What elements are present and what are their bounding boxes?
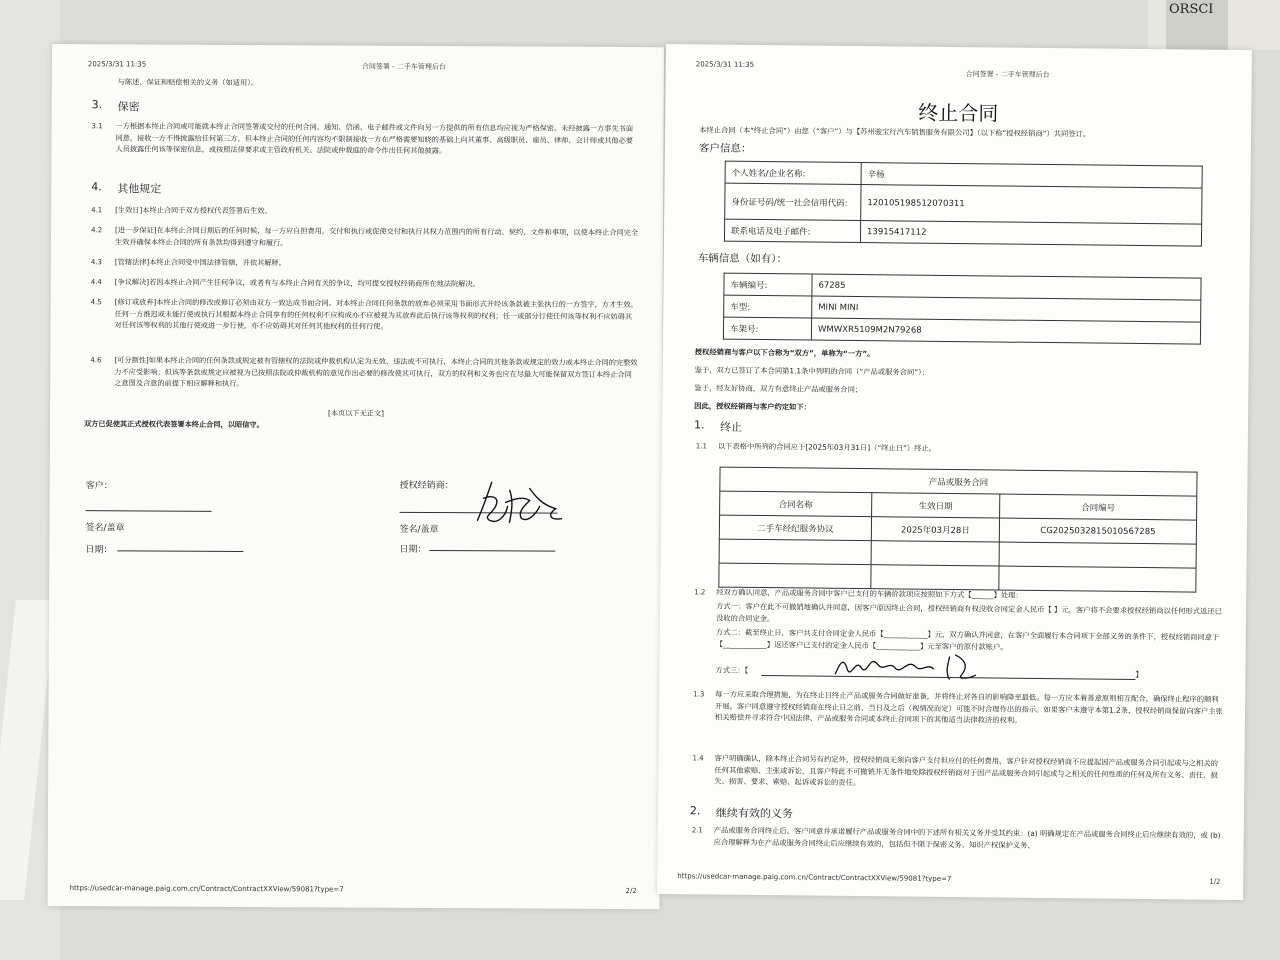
footer-url: https://usedcar-manage.paig.com.cn/Contract/ContractXXView/59081?type=7	[69, 884, 344, 894]
table-cell	[719, 563, 871, 589]
table-cell: 二手车经纪服务协议	[719, 515, 871, 541]
clause-1-3-text: 每一方应采取合理措施，为在终止日终止产品或服务合同做好准备，并将终止对各自的影响降至最低。每一方应本着善意原则相互配合，确保终止程序的顺利开展。客户同意遵守授权经销商在终止日之前、当日及之后（视情况而定）可能不时合理作出的指示。如果客户未遵守本第1.2条，授权经销商保留向客户主张相关赔偿并寻求符合中国法律、产品或服务合同或本终止合同项下的其他适当法律救济的权利。	[714, 689, 1223, 725]
section-4-number: 4.	[91, 180, 102, 194]
table-cell	[999, 566, 1196, 592]
table-cell	[871, 565, 999, 590]
clause-4-4-number: 4.4	[90, 278, 102, 287]
clause-4-2-number: 4.2	[91, 226, 103, 235]
clause-1-2-option-2: 方式二：截至终止日，客户共支付合同定金人民币【____________】元，双方确认并同意，在客户全面履行本合同项下全部义务的条件下，授权经销商同意于【____________】返还客户已支付的定金人民币【____________】元至客户的原付款账户。	[715, 627, 1220, 652]
clause-1-4-text: 客户明确确认，除本终止合同另有约定外，授权经销商无须向客户支付但应付的任何费用，客户针对授权经销商不应提起因产品或服务合同引起或与之相关的任何其他索赔、主张或诉讼，且客户特此不可撤销并无条件地免除授权经销商对于因产品或服务合同引起或与之相关的任何性质的任何及所有义务、责任、损失、损害、要求、索赔、起诉或诉讼的责任。	[714, 753, 1219, 788]
dealer-handwritten-signature	[469, 476, 569, 531]
clause-4-6-number: 4.6	[90, 356, 102, 365]
parties-definition: 授权经销商与客户以下合称为“双方”，单称为“一方”。	[694, 347, 875, 359]
contract-page-1	[657, 44, 1252, 900]
table-header: 合同名称	[720, 491, 872, 517]
table-cell-value: 120105198512070311	[861, 185, 1202, 225]
customer-label: 客户：	[85, 481, 113, 492]
header-title: 合同签署 - 二手车管理后台	[965, 70, 1050, 80]
product-contract-table	[718, 467, 1197, 593]
table-cell-value: MINI MINI	[812, 296, 1201, 322]
contract-page-2	[47, 44, 664, 909]
clause-1-4-number: 1.4	[692, 754, 704, 763]
clause-1-2-intro: 经双方确认同意，产品或服务合同中客户已支付的车辆价款项应按照如下方式【______】处理：	[716, 587, 1023, 600]
table-cell-key: 车辆编号:	[724, 273, 812, 296]
clause-4-5-text: [修订或放弃]本终止合同的修改或修订必须由双方一致达成书面合同。对本终止合同任何条款的放弃必须采用书面形式并经该条款被主张执行的一方签字，方才生效。任何一方推迟或未能行使或执行其根据本终止合同享有的任何权利不应构成亦不应被视为其放弃此后执行该等权利的权利；任一或部分行使任何该等权利不应妨碍其对任何该等权利的其他行使或进一步行使，亦不应妨碍其对任何其他权利的任何行使。	[114, 297, 638, 331]
background-corner-object	[1148, 0, 1280, 50]
clause-4-6-text: [可分割性]如果本终止合同的任何条款或规定被有管辖权的法院或仲裁机构认定为无效、违法或不可执行，本终止合同的其他条款或规定的效力或本终止合同的完整效力不应受影响；但该等条款或规定应被视为已按照法院或仲裁机构的意见作出必要的修改使其可执行，双方的权利和义务也应在尽最大可能保留双方签订本终止合同之意图及合意的前提下相应解释和执行。	[114, 355, 638, 389]
dealer-sign-label: 签名/盖章	[399, 524, 439, 536]
clause-1-2-option-3-end: 】	[1135, 669, 1143, 680]
section-4-title: 其他规定	[117, 182, 162, 196]
section-1-number: 1.	[693, 418, 705, 432]
section-2-title: 继续有效的义务	[715, 806, 794, 821]
header-date: 2025/3/31 11:35	[695, 60, 755, 69]
table-row	[724, 219, 1201, 246]
customer-info-label: 客户信息：	[698, 142, 752, 155]
intro-paragraph: 本终止合同（本“终止合同”）由您（“客户”）与【苏州骏宝行汽车销售服务有限公司】（以下称“授权经销商”）共同签订。	[699, 125, 1091, 139]
vehicle-info-label: 车辆信息（如有）：	[697, 252, 788, 266]
table-cell-value: 13915417112	[860, 221, 1201, 247]
table-cell	[871, 541, 999, 566]
clause-2-1-number: 2.1	[691, 826, 703, 835]
header-date: 2025/3/31 11:35	[87, 60, 147, 69]
top-line: 与陈述、保证和赔偿相关的义务（如适用）。	[117, 77, 258, 88]
clause-3-1-text: 一方根据本终止合同或可能就本终止合同签署或交付的任何合同、通知、信函、电子邮件或文件向另一方提供的所有信息均应视为严格保密。未经披露一方事先书面同意，接收一方不得披露给任何第三方，但本终止合同的任何内容均不限制接收一方在严格需要知晓的基础上向其董事、高级职员、雇员、律师、会计师或其他必要人员披露任何该等保密信息，或按照法律要求或主管政府机关、法院或仲裁庭的命令作出任何其他披露。	[115, 121, 634, 156]
header-title: 合同签署 - 二手车管理后台	[361, 62, 446, 72]
table-caption: 产品或服务合同	[720, 467, 1197, 496]
table-cell: CG2025032815010567285	[999, 518, 1196, 544]
clause-4-1-number: 4.1	[91, 206, 103, 215]
clause-4-5-number: 4.5	[90, 298, 102, 307]
corner-print-text: ORSCI	[1166, 0, 1228, 50]
customer-sign-label: 签名/盖章	[85, 523, 125, 534]
option-3-handwriting	[829, 644, 999, 686]
whereas-2: 鉴于，经友好协商，双方有意终止产品或服务合同；	[694, 383, 863, 395]
table-cell-key: 个人姓名/企业名称:	[725, 161, 861, 184]
section-2-number: 2.	[689, 804, 701, 818]
table-cell-key: 身份证号码/统一社会信用代码:	[725, 183, 861, 220]
customer-date-label: 日期：	[85, 545, 113, 556]
table-row	[725, 183, 1202, 224]
clause-1-3-number: 1.3	[693, 690, 705, 699]
vehicle-info-table	[723, 273, 1202, 345]
clause-4-3-number: 4.3	[90, 258, 103, 267]
table-cell: 2025年03月28日	[871, 517, 999, 542]
section-1-title: 终止	[719, 420, 743, 434]
footer-page-number: 1/2	[1209, 877, 1221, 886]
clause-3-1-number: 3.1	[91, 122, 103, 131]
therefore-clause: 因此，授权经销商与客户约定如下：	[694, 401, 812, 412]
table-cell-key: 车架号:	[723, 317, 811, 340]
footer-page-number: 2/2	[625, 887, 637, 896]
whereas-1: 鉴于，双方已签订了本合同第1.1条中列明的合同（“产品或服务合同”）；	[694, 365, 930, 377]
dealer-date-label: 日期：	[399, 544, 427, 555]
clause-4-3-text: [管辖法律]本终止合同受中国法律管辖，并依其解释。	[114, 257, 286, 268]
section-3-title: 保密	[117, 100, 140, 114]
table-row	[723, 317, 1200, 344]
clause-1-2-option-1: 方式一：客户在此不可撤销地确认并同意，因客户原因终止合同，授权经销商有权没收合同定金人民币【 】元，客户将不会要求授权经销商以任何形式返还已没收的合同定金。	[715, 601, 1222, 623]
clause-2-1-text: 产品或服务合同终止后，客户同意并承诺履行产品或服务合同中的下述所有相关义务并受其约束：(a) 明确规定在产品或服务合同终止后应继续有效的，或 (b) 应合理解释为在产品或服务合同终止后应继续有效的，包括但不限于保密义务、知识产权保护义务、	[713, 825, 1221, 850]
table-cell-value: 辛杨	[861, 163, 1202, 189]
witness-clause: 双方已促使其正式授权代表签署本终止合同，以昭信守。	[83, 419, 264, 430]
section-3-number: 3.	[91, 98, 103, 112]
dealer-date-line	[429, 550, 555, 552]
table-cell	[719, 539, 871, 565]
table-header: 合同编号	[1000, 494, 1197, 520]
clause-4-1-text: [生效日]本终止合同于双方授权代表签署后生效。	[115, 205, 272, 216]
no-more-text-note: [本页以下无正文]	[328, 408, 385, 418]
clause-4-2-text: [进一步保证]在本终止合同日期后的任何时候，每一方应自担费用，交付和执行或促使交付和执行其权力范围内的所有行动、契约、文件和事项，以使本终止合同完全生效并确保本终止合同的所有条款均得到遵守和履行。	[114, 225, 639, 247]
footer-url: https://usedcar-manage.paig.com.cn/Contract/ContractXXView/59081?type=7	[677, 872, 952, 884]
clause-4-4-text: [争议解决]若因本终止合同产生任何争议，或者有与本终止合同有关的争议，均可提交授权经销商所在地法院解决。	[114, 277, 480, 289]
clause-1-2-number: 1.2	[694, 588, 706, 597]
table-cell-key: 车型:	[724, 295, 812, 318]
customer-info-table	[724, 161, 1203, 247]
table-cell	[999, 542, 1196, 568]
customer-date-line	[117, 550, 243, 552]
clause-1-2-option-3: 方式三：【	[715, 665, 749, 675]
table-cell-value: WMWXR5109M2N79268	[811, 318, 1200, 344]
table-header: 生效日期	[872, 493, 1000, 518]
clause-1-1-text: 以下表格中所列的合同应于[2025年03月31日]（“终止日”）终止。	[717, 441, 937, 453]
contract-title: 终止合同	[918, 100, 999, 126]
clause-1-1-number: 1.1	[695, 442, 707, 451]
customer-sign-line	[86, 510, 212, 512]
dealer-label: 授权经销商：	[399, 480, 454, 492]
table-cell-value: 67285	[812, 274, 1201, 300]
table-cell-key: 联系电话及电子邮件:	[724, 219, 860, 242]
